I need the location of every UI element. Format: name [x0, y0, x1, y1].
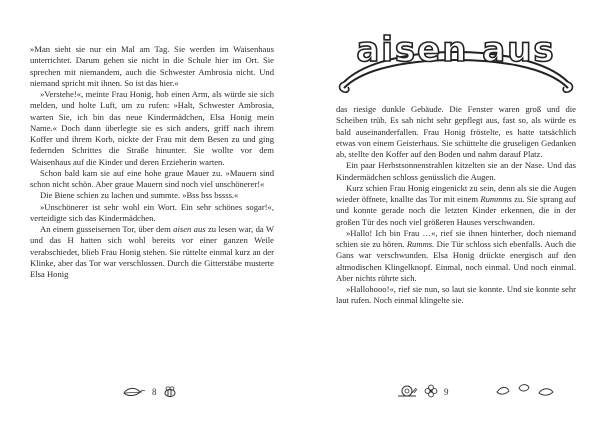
emphasis-text: Rummms	[480, 194, 512, 204]
right-footer	[396, 382, 555, 402]
text-run: Schon bald kam sie auf eine hohe graue Mauer zu. »Mauern sind schon nicht schön. Aber graue Mauern sind noch viel unschönerer!«	[30, 167, 274, 189]
left-body-text	[30, 44, 274, 280]
text-run: Kurz schien Frau Honig eingenickt zu sein, denn als sie die Augen wieder öffnete, knallte das Tor mit einem	[336, 182, 576, 204]
paragraph	[336, 284, 576, 307]
paragraph	[30, 44, 274, 89]
paragraph	[30, 224, 274, 280]
leaf-sprig-icon	[122, 383, 146, 402]
text-run: Die Biene schien zu lachen und summte. »Bss bss bssss.«	[40, 190, 239, 201]
text-run: »Hallo! Ich bin Frau …«, rief sie ihnen hinterher, doch niemand schien sie zu hören.	[336, 227, 576, 249]
paragraph	[30, 190, 274, 201]
text-run: »Verstehe!«, meinte Frau Honig, hob einen Arm, als würde sie sich melden, und holte Luft, um zu rufen: »Halt, Schwester Ambrosia, warten Sie, ich bin das neue Kindermädchen, Elsa Honig mein Name.« Doch dann überlegte sie es sich anders, griff nach ihrem Koffer und ihrem Korb, nickte der Frau mit dem Besen zu und ging federnden Schrittes die Straße hinunter. Sie wollte vor dem Waisenhaus auf die Kinder und deren Erzieherin warten.	[30, 89, 274, 167]
page-number: 9	[444, 387, 449, 397]
text-run: Die Tür schloss sich ebenfalls. Auch die Gans war verschwunden. Elsa Honig drückte energisch auf den altmodischen Klingelknopf. Einmal, noch einmal. Und noch einmal. Aber nichts rührte sich.	[336, 239, 576, 283]
paragraph	[336, 228, 576, 284]
flower-icon	[424, 383, 438, 402]
emphasis-text: aisen aus	[173, 224, 206, 234]
paragraph	[30, 202, 274, 225]
text-run: »Unschönerer ist sehr wohl ein Wort. Ein sehr schönes sogar!«, verteidigte sich das Kindermädchen.	[30, 201, 274, 223]
text-run: An einem gusseisernen Tor, über dem	[40, 224, 174, 234]
right-body-text	[336, 104, 576, 307]
text-run: das riesige dunkle Gebäude. Die Fenster waren groß und die Scheiben trüb. Es sah nicht sehr gepflegt aus, fast so, als würde es bald auseinanderfallen. Frau Honig fröstelte, es hatte tatsächlich etwas von einem Geisterhaus. Sie schüttelte die gruseligen Gedanken ab, stellte den Koffer auf den Boden und nahm darauf Platz.	[336, 104, 576, 159]
text-run: zu. Sie sprang auf und konnte gerade noch die letzten Kinder erkennen, die in der großen Tür des noch viel größeren Hauses verschwanden.	[336, 194, 576, 227]
paragraph	[30, 89, 274, 168]
right-page	[300, 0, 600, 424]
text-run: »Man sieht sie nur ein Mal am Tag. Sie werden im Waisenhaus unterrichtet. Darum gehen sie nicht in die Schule hier im Ort. Sie sprechen mit niemandem, auch die Schwester Ambrosia nicht. Und niemand spricht mit ihnen. So ist das hier.«	[30, 44, 274, 88]
page-number: 8	[152, 387, 157, 397]
leaves-icon	[495, 382, 555, 402]
text-run: zu lesen war, da W und das H hatten sich wohl bereits vor einer ganzen Weile verabschiedet, blieb Frau Honig stehen. Sie rüttelte einmal kurz an der Klinke, aber das Tor war verschlossen. Durch die Gitterstäbe musterte Elsa Honig	[30, 224, 275, 279]
emphasis-text: Rumms.	[406, 239, 435, 249]
chapter-title-illustration	[336, 22, 576, 98]
text-run: Ein paar Herbstsonnenstrahlen kitzelten sie an der Nase. Und das Kindermädchen schloss genüsslich die Augen.	[336, 160, 576, 182]
chapter-title: aisen aus	[356, 30, 556, 70]
paragraph	[336, 183, 576, 228]
bee-icon	[163, 383, 177, 402]
snail-icon	[396, 383, 418, 402]
text-run: »Hallohooo!«, rief sie nun, so laut sie konnte. Und sie konnte sehr laut rufen. Noch einmal klingelte sie.	[336, 284, 576, 306]
paragraph	[336, 160, 576, 183]
paragraph	[30, 168, 274, 191]
paragraph	[336, 104, 576, 160]
left-footer	[122, 382, 177, 402]
